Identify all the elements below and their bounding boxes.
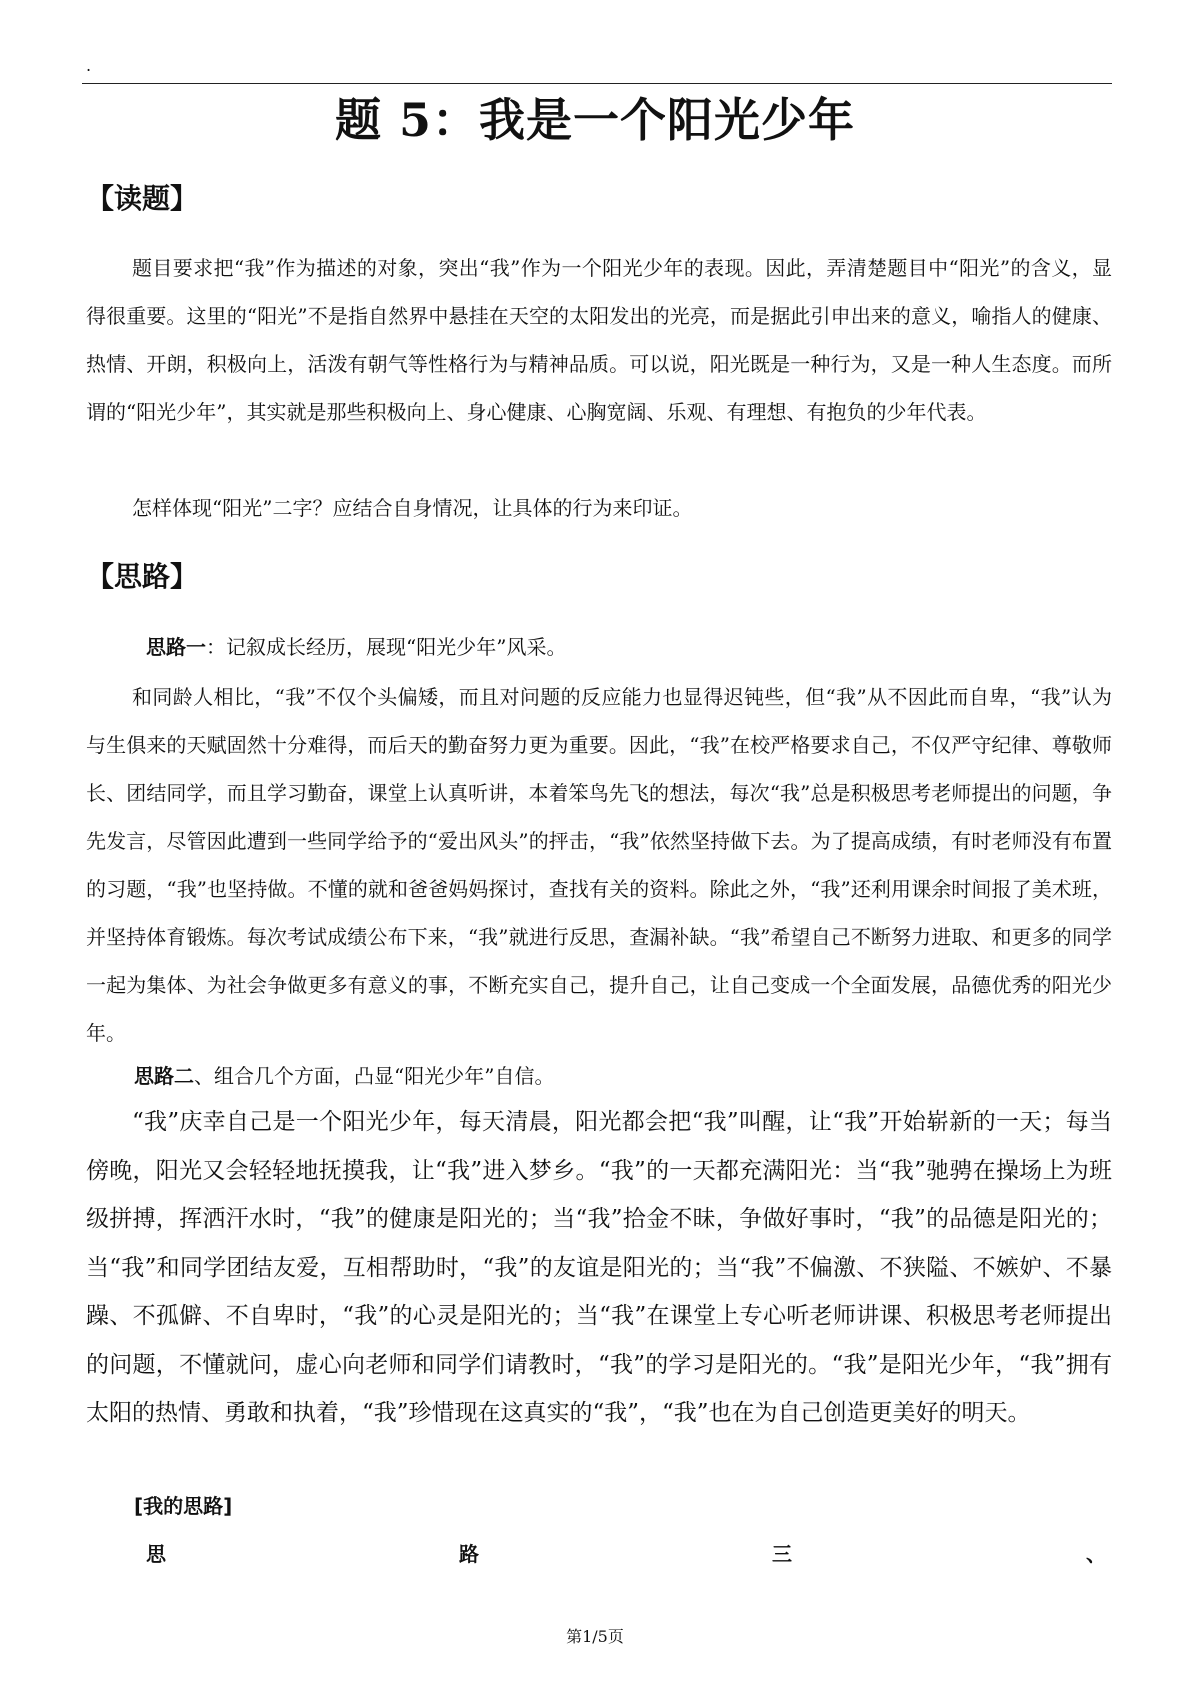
idea1-body: 和同龄人相比，“我”不仅个头偏矮，而且对问题的反应能力也显得迟钝些，但“我”从不因此而自卑，“我”认为与生俱来的天赋固然十分难得，而后天的勤奋努力更为重要。因此，“我”在校严格要求自己，不仅严守纪律、尊敬师长、团结同学，而且学习勤奋，课堂上认真听讲，本着笨鸟先飞的想法，每次“我”总是积极思考老师提出的问题，争先发言，尽管因此遭到一些同学给予的“爱出风头”的抨击，“我”依然坚持做下去。为了提高成绩，有时老师没有布置的习题，“我”也坚持做。不懂的就和爸爸妈妈探讨，查找有关的资料。除此之外，“我”还利用课余时间报了美术班，并坚持体育锻炼。每次考试成绩公布下来，“我”就进行反思，查漏补缺。“我”希望自己不断努力进取、和更多的同学一起为集体、为社会争做更多有意义的事，不断充实自己，提升自己，让自己变成一个全面发展，品德优秀的阳光少年。	[86, 685, 1112, 1045]
read-heading: 【读题】	[86, 182, 199, 215]
idea3-char-3: 三	[772, 1542, 792, 1566]
idea1-title: ：记叙成长经历，展现“阳光少年”风采。	[206, 635, 567, 659]
idea2-heading	[134, 1061, 554, 1091]
header-mark: .	[86, 56, 92, 75]
idea2-label: 思路二	[134, 1064, 194, 1088]
read-paragraph-1: 题目要求把“我”作为描述的对象，突出“我”作为一个阳光少年的表现。因此，弄清楚题目中“阳光”的含义，显得很重要。这里的“阳光”不是指自然界中悬挂在天空的太阳发出的光亮，而是据此引申出来的意义，喻指人的健康、热情、开朗，积极向上，活泼有朝气等性格行为与精神品质。可以说，阳光既是一种行为，又是一种人生态度。而所谓的“阳光少年”，其实就是那些积极向上、身心健康、心胸宽阔、乐观、有理想、有抱负的少年代表。	[86, 256, 1112, 424]
idea-heading: 【思路】	[86, 560, 199, 593]
header-rule	[82, 83, 1112, 84]
my-idea-heading: [我的思路]	[134, 1494, 233, 1518]
idea3-char-1: 思	[146, 1542, 166, 1566]
page-title: 题 5：我是一个阳光少年	[334, 93, 856, 147]
page-number: 第1/5页	[566, 1627, 624, 1646]
idea3-char-4: 、	[1086, 1542, 1106, 1566]
idea1-label: 思路一	[146, 635, 206, 659]
idea2-title: 、组合几个方面，凸显“阳光少年”自信。	[194, 1064, 555, 1088]
idea2-body: “我”庆幸自己是一个阳光少年，每天清晨，阳光都会把“我”叫醒，让“我”开始崭新的一天；每当傍晚，阳光又会轻轻地抚摸我，让“我”进入梦乡。“我”的一天都充满阳光：当“我”驰骋在操场上为班级拼搏，挥洒汗水时，“我”的健康是阳光的；当“我”拾金不昧，争做好事时，“我”的品德是阳光的；当“我”和同学团结友爱，互相帮助时，“我”的友谊是阳光的；当“我”不偏激、不狭隘、不嫉妒、不暴躁、不孤僻、不自卑时，“我”的心灵是阳光的；当“我”在课堂上专心听老师讲课、积极思考老师提出的问题，不懂就问，虚心向老师和同学们请教时，“我”的学习是阳光的。“我”是阳光少年，“我”拥有太阳的热情、勇敢和执着，“我”珍惜现在这真实的“我”，“我”也在为自己创造更美好的明天。	[86, 1109, 1112, 1426]
idea3-char-2: 路	[459, 1542, 479, 1566]
read-paragraph-2: 怎样体现“阳光”二字？应结合自身情况，让具体的行为来印证。	[132, 496, 693, 520]
idea1-heading	[146, 632, 566, 662]
